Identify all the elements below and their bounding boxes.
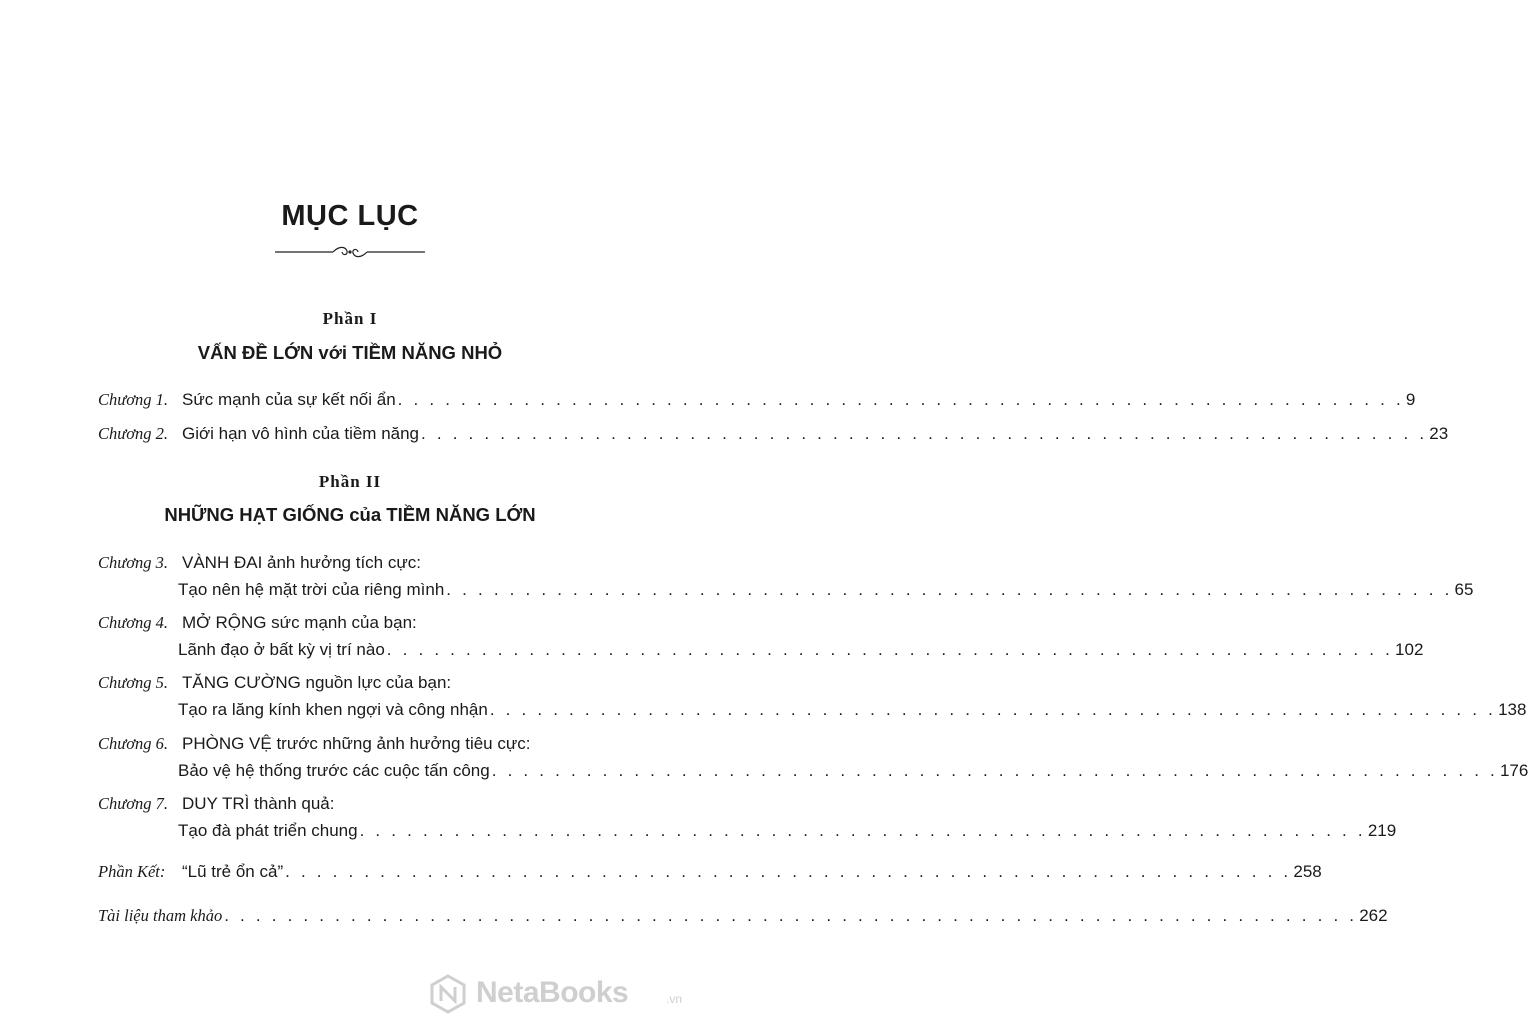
epilogue-title: “Lũ trẻ ổn cả” — [182, 862, 284, 881]
page-number: 258 — [1293, 862, 1322, 881]
page-number: 219 — [1367, 821, 1397, 840]
dot-leader: . . . . . . . . . . . . . . . . . . . . . . . . . . . . . . . . . . . . . . . . . . . . . . . . . . . . . . . . . . . . . . . . — [489, 700, 1497, 719]
chapter-heading: MỞ RỘNG sức mạnh của bạn: — [182, 613, 417, 632]
toc-entry[interactable] — [98, 424, 1449, 448]
toc-entry-references[interactable] — [98, 906, 1388, 930]
chapter-heading: VÀNH ĐAI ảnh hưởng tích cực: — [182, 553, 421, 572]
chapter-title: Tạo nên hệ mặt trời của riêng mình — [178, 580, 445, 599]
page-number: 176 — [1499, 761, 1528, 780]
toc-entry[interactable] — [98, 821, 1397, 845]
watermark — [428, 970, 698, 1018]
chapter-number: Chương 3. — [98, 553, 169, 572]
dot-leader: . . . . . . . . . . . . . . . . . . . . . . . . . . . . . . . . . . . . . . . . . . . . . . . . . . . . . . . . . . . . . . . . — [446, 580, 1453, 599]
epilogue-label: Phần Kết: — [98, 862, 166, 881]
dot-leader: . . . . . . . . . . . . . . . . . . . . . . . . . . . . . . . . . . . . . . . . . . . . . . . . . . . . . . . . . . . . . . . . . . . . . . . . — [224, 906, 1358, 925]
dot-leader: . . . . . . . . . . . . . . . . . . . . . . . . . . . . . . . . . . . . . . . . . . . . . . . . . . . . . . . . . . . . . . . . — [397, 390, 1404, 409]
dot-leader: . . . . . . . . . . . . . . . . . . . . . . . . . . . . . . . . . . . . . . . . . . . . . . . . . . . . . . . . . . . . . . . . — [491, 761, 1498, 780]
chapter-title: Sức mạnh của sự kết nối ẩn — [182, 390, 396, 409]
chapter-title: Tạo ra lăng kính khen ngợi và công nhận — [178, 700, 488, 719]
chapter-number: Chương 5. — [98, 673, 169, 692]
dot-leader: . . . . . . . . . . . . . . . . . . . . . . . . . . . . . . . . . . . . . . . . . . . . . . . . . . . . . . . . . . . . . . . . — [421, 424, 1428, 443]
part-1-label: Phần I — [322, 309, 378, 328]
page-number: 23 — [1429, 424, 1449, 443]
chapter-title: Lãnh đạo ở bất kỳ vị trí nào — [178, 640, 385, 659]
toc-entry[interactable] — [98, 580, 1474, 604]
toc-entry-heading[interactable] — [98, 673, 590, 697]
part-1-title: VẤN ĐỀ LỚN với TIỀM NĂNG NHỎ — [197, 342, 503, 363]
page-number: 262 — [1359, 906, 1388, 925]
chapter-number: Chương 4. — [98, 613, 169, 632]
chapter-heading: PHÒNG VỆ trước những ảnh hưởng tiêu cực: — [182, 734, 531, 753]
chapter-heading: TĂNG CƯỜNG nguồn lực của bạn: — [182, 673, 452, 692]
toc-entry[interactable] — [98, 640, 1424, 664]
page-title: MỤC LỤC — [281, 200, 419, 232]
chapter-title: Tạo đà phát triển chung — [178, 821, 358, 840]
part-2-label: Phần II — [318, 472, 382, 491]
page-number: 102 — [1395, 640, 1424, 659]
chapter-heading: DUY TRÌ thành quả: — [182, 794, 335, 813]
chapter-title: Bảo vệ hệ thống trước các cuộc tấn công — [178, 761, 490, 780]
netabooks-logo-icon — [428, 974, 468, 1014]
dot-leader: . . . . . . . . . . . . . . . . . . . . . . . . . . . . . . . . . . . . . . . . . . . . . . . . . . . . . . . . . . . . . . . . — [386, 640, 1394, 659]
toc-entry-heading[interactable] — [98, 734, 590, 758]
watermark-brand: NetaBooks — [476, 976, 629, 1009]
part-2-title: NHỮNG HẠT GIỐNG của TIỀM NĂNG LỚN — [164, 504, 536, 525]
chapter-number: Chương 1. — [98, 390, 169, 409]
toc-entry-heading[interactable] — [98, 613, 590, 637]
page-number: 9 — [1405, 390, 1416, 409]
ornament-divider — [273, 242, 427, 262]
chapter-number: Chương 7. — [98, 794, 169, 813]
dot-leader: . . . . . . . . . . . . . . . . . . . . . . . . . . . . . . . . . . . . . . . . . . . . . . . . . . . . . . . . . . . . . . . . — [285, 862, 1292, 881]
toc-entry-heading[interactable] — [98, 794, 590, 818]
chapter-title: Giới hạn vô hình của tiềm năng — [182, 424, 420, 443]
references-label: Tài liệu tham khảo — [98, 906, 223, 925]
page-number: 65 — [1454, 580, 1474, 599]
dot-leader: . . . . . . . . . . . . . . . . . . . . . . . . . . . . . . . . . . . . . . . . . . . . . . . . . . . . . . . . . . . . . . . . — [359, 821, 1366, 840]
toc-entry[interactable] — [98, 761, 1528, 785]
toc-entry-epilogue[interactable] — [98, 862, 1322, 886]
toc-entry-heading[interactable] — [98, 553, 590, 577]
chapter-number: Chương 2. — [98, 424, 169, 443]
toc-entry[interactable] — [98, 390, 1416, 414]
watermark-suffix: .vn — [666, 992, 683, 1006]
chapter-number: Chương 6. — [98, 734, 169, 753]
toc-entry[interactable] — [98, 700, 1527, 724]
page-number: 138 — [1498, 700, 1527, 719]
